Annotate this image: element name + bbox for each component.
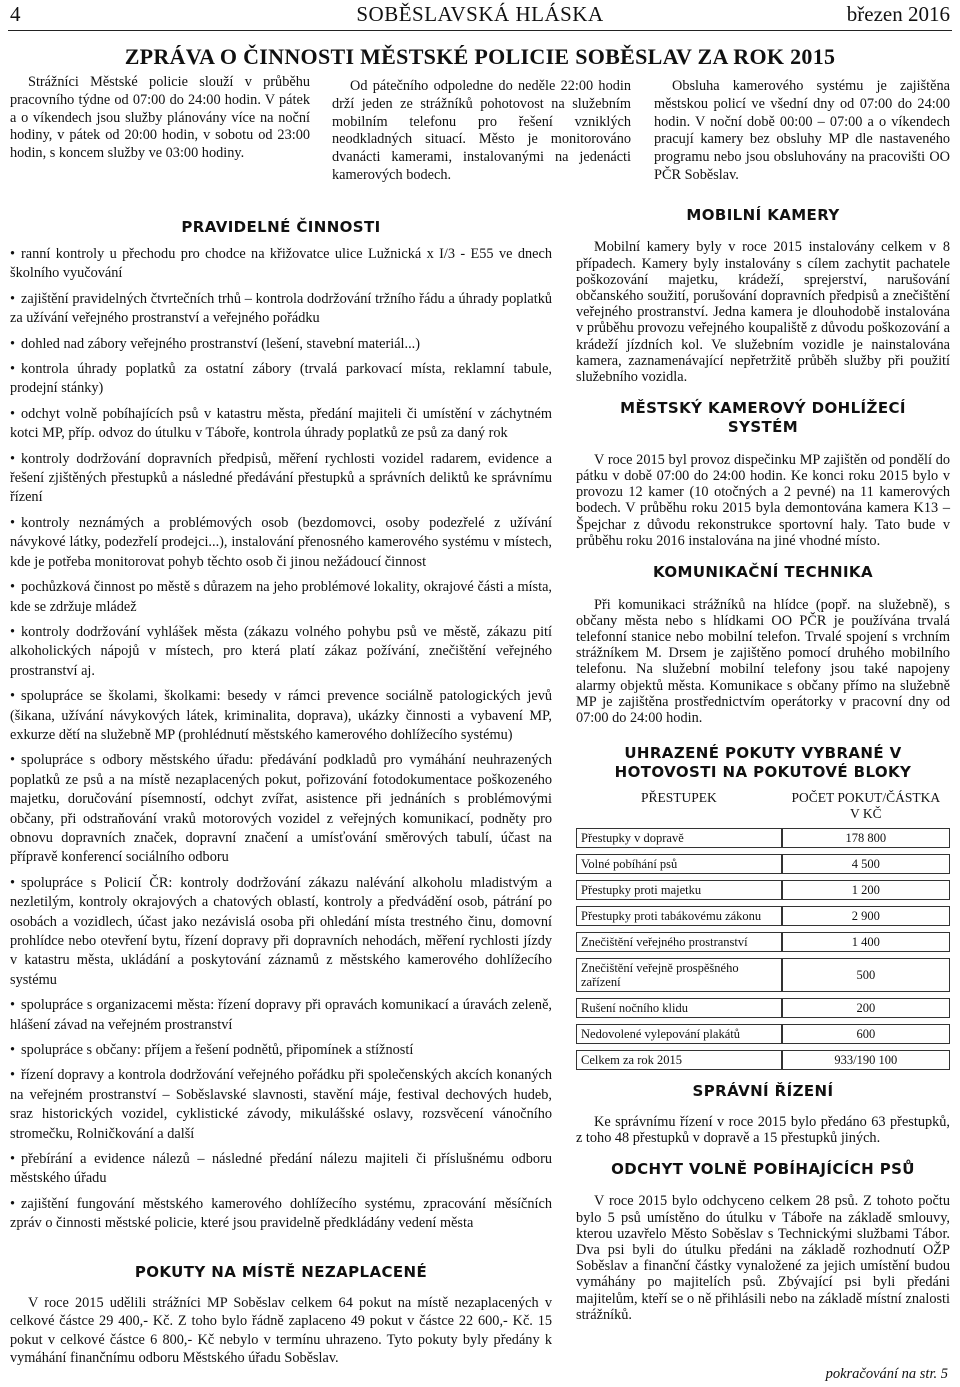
count-cell: 500 — [782, 958, 950, 992]
publication-name: SOBĚSLAVSKÁ HLÁSKA — [356, 2, 604, 26]
count-cell: 933/190 100 — [782, 1050, 950, 1070]
list-item: • kontrola úhrady poplatků za ostatní zábory (trvalá parkovací místa, reklamní tabule, prodejní stánky) — [10, 360, 552, 399]
count-cell: 1 200 — [782, 880, 950, 900]
fines-table-heading: UHRAZENÉ POKUTY VYBRANÉ V HOTOVOSTI NA POKUTOVÉ BLOKY — [614, 744, 912, 782]
table-header-row — [576, 790, 950, 822]
regular-activities-list — [10, 245, 552, 1234]
intro-col-3 — [654, 78, 950, 185]
table-row — [576, 958, 950, 992]
fines-text: V roce 2015 udělili strážníci MP Soběslav celkem 64 pokut na místě nezaplacených v celkové částce 29 400,- Kč. Z toho bylo řádně zaplaceno 49 pokut v částce 22 600,- Kč. 15 pokut v celkové částce 6 800,- Kč nebylo v termínu uhrazeno. Tyto pokuty byly předány k vymáhání finančnímu odboru Městského úřadu Soběslav. — [10, 1295, 552, 1367]
list-item: • spolupráce s odbory městského úřadu: předávání podkladů pro vymáhání neuhrazených poplatků ze psů a na místě nezaplacených pokut, pořizování fotodokumentace poškozeného majetku, doručování písemností, odchyt zvířat, asistence při jednáních s problémovými občany, při odstraňování vraků motorových vozidel z veřejných komunikací, podněty pro obnovu dopravních značek, dopravní značení a umísťování směrových tabulí, účast na přípravě konferencí sociálního odboru — [10, 751, 552, 867]
camera-system-heading: MĚSTSKÝ KAMEROVÝ DOHLÍŽECÍ SYSTÉM — [620, 399, 906, 437]
intro-text-1: Strážníci Městské policie slouží v průběhu pracovního týdne od 07:00 do 24:00 hodin. V pátek a o víkendech jsou služby plánovány více na noční hodiny, v pátek od 20:00 hodin, v sobotu od 23:00 hodin, s koncem služby ve 03:00 hodiny. — [10, 74, 310, 162]
fines-section — [10, 1263, 552, 1368]
fines-heading: POKUTY NA MÍSTĚ NEZAPLACENÉ — [134, 1263, 428, 1281]
dogs-text: V roce 2015 bylo odchyceno celkem 28 psů. Z tohoto počtu bylo 5 psů umístěno do útulku v Táboře na základě smlouvy, kterou uzavřelo Město Soběslav s Technickými službami Tábor. Dva psi byli do útulku předáni na základě rozhodnutí OŽP Soběslav a finanční částky vynaložené za jejich umístění budou vymáhány po majitelích psů. Zbývající psi byli předáni majitelům, kteří se o ně přihlásili nebo na základě místní znalosti strážníků. — [576, 1193, 950, 1323]
list-item: • kontroly neznámých a problémových osob (bezdomovci, osoby podezřelé z užívání návykové látky, podezřelí prodejci...), instalování přenosného kamerového systému v místech, kde je potřeba monitorovat pohyb těchto osob či jinou nežádoucí činnost — [10, 514, 552, 572]
table-row — [576, 828, 950, 848]
admin-text: Ke správnímu řízení v roce 2015 bylo předáno 63 přestupků, z toho 48 přestupků v dopravě a 15 přestupků jiných. — [576, 1114, 950, 1146]
offense-cell: Volné pobíhání psů — [576, 854, 782, 874]
intro-text-3: Obsluha kamerového systému je zajištěna městskou policí ve všední dny od 07:00 do 24:00 hodin. V noční době 00:00 – 07:00 a o víkendech pracují kamery bez obsluhy MP dle nastaveného programu nebo jsou obsluhovány na pracovišti OO PČR Soběslav. — [654, 78, 950, 183]
table-row — [576, 906, 950, 926]
left-column — [10, 218, 552, 1240]
article-title: ZPRÁVA O ČINNOSTI MĚSTSKÉ POLICIE SOBĚSLAV ZA ROK 2015 — [124, 44, 836, 69]
list-item: • zajištění fungování městského kamerového dohlížecího systému, zpracování měsíčních zpráv o činnosti městské policie, které jsou pravidelně předkládány vedení města — [10, 1195, 552, 1234]
list-item: • spolupráce s Policií ČR: kontroly dodržování zákazu nalévání alkoholu mladistvým a nezletilým, kontroly okrajových a chatových oblastí, kontroly a předvádění osob, pátrání po osobách a vozidlech, účast jako nezávislá osoba při ohledání místa trestného činu, domovní prohlídce nebo otevření bytu, řízení dopravy při dopravních nehodách, měření rychlosti jízdy v katastru města, ukládání a poskytování záznamů z městského kamerového dohlížecího systému — [10, 874, 552, 990]
offense-cell: Rušení nočního klidu — [576, 998, 782, 1018]
comm-text: Při komunikaci strážníků na hlídce (popř. na služebně), s občany města nebo s hlídkami OO PČR je používána trvalá telefonní stanice nebo mobilní telefon. Trvalé spojení s vrchním strážníkem M. Drsem je zajištěno pomocí druhého mobilního telefonu. Na služební mobilní telefony jsou také napojeny alarmy objektů města. Komunikace s občany přímo na služebně MP je zajištěna prostřednictvím operátorky v pracovní dny od 07:00 do 24:00 hodin. — [576, 596, 950, 726]
offense-cell: Nedovolené vylepování plakátů — [576, 1024, 782, 1044]
intro-col-2 — [332, 78, 631, 185]
mobile-cameras-heading: MOBILNÍ KAMERY — [686, 206, 840, 224]
table-row — [576, 1024, 950, 1044]
list-item: • odchyt volně pobíhajících psů v katastru města, předání majiteli či umístění v záchytném kotci MP, příp. odvoz do útulku v Táboře, kontrola úhrady poplatků ze psů za daný rok — [10, 405, 552, 444]
offense-cell: Znečištění veřejně prospěšného zařízení — [576, 958, 782, 992]
regular-activities-heading: PRAVIDELNÉ ČINNOSTI — [181, 218, 381, 236]
camera-system-text: V roce 2015 byl provoz dispečinku MP zajištěn od pondělí do pátku v době 07:00 do 24:00 hodin. Ke konci roku 2015 bylo v provozu 12 kamer (10 otočných a 2 pevné) na 11 kamerových bodech. V průběhu roku 2015 byla demontována kamera K13 – Špejchar z důvodu rekonstrukce sportovní haly. Tato bude v průběhu roku 2016 instalována na jiné vhodné místo. — [576, 451, 950, 549]
count-cell: 200 — [782, 998, 950, 1018]
list-item: • kontroly dodržování dopravních předpisů, měření rychlosti vozidel radarem, evidence a řešení zjištěných přestupků a následné předávání přestupků a správních deliktů ke správnímu řízení — [10, 450, 552, 508]
count-cell: 178 800 — [782, 828, 950, 848]
table-row — [576, 854, 950, 874]
list-item: • spolupráce se školami, školkami: besedy v rámci prevence sociálně patologických jevů (šikana, užívání návykových látek, kriminalita, doprava), ukázky činnosti a vybavení MP, exkurze dětí na služebně MP (prohlédnutí městského kamerového dohlížecího systému) — [10, 687, 552, 745]
comm-heading: KOMUNIKAČNÍ TECHNIKA — [653, 563, 873, 582]
table-row — [576, 880, 950, 900]
offense-cell: Přestupky v dopravě — [576, 828, 782, 848]
offense-cell: Přestupky proti majetku — [576, 880, 782, 900]
count-cell: 600 — [782, 1024, 950, 1044]
list-item: • dohled nad zábory veřejného prostranství (lešení, stavební materiál...) — [10, 335, 552, 354]
page-number: 4 — [10, 2, 21, 26]
intro-col-1 — [10, 74, 310, 163]
col-offense-header: PŘESTUPEK — [640, 790, 717, 806]
table-row — [576, 998, 950, 1018]
col-count-header: POČET POKUT/ČÁSTKA V KČ — [791, 790, 941, 822]
intro-text-2: Od pátečního odpoledne do neděle 22:00 hodin drží jeden ze strážníků pohotovost na služebním mobilním telefonu pro řešení vzniklých neodkladných situací. Město je monitorováno dvanácti kamerami, instalovanými na jedenácti kamerových bodech. — [332, 78, 631, 183]
dogs-heading: ODCHYT VOLNĚ POBÍHAJÍCÍCH PSŮ — [611, 1160, 915, 1179]
right-column — [576, 206, 950, 1337]
list-item: • spolupráce s občany: příjem a řešení podnětů, připomínek a stížností — [10, 1041, 552, 1060]
offense-cell: Celkem za rok 2015 — [576, 1050, 782, 1070]
list-item: • řízení dopravy a kontrola dodržování veřejného pořádku při společenských akcích konaných na veřejném prostranství – Soběslavské slavnosti, stavění máje, festival dechových hudeb, sraz historických vozidel, cyklistické závody, mikulášské oslavy, rozsvěcení vánočního stromečku, Rolničkování a další — [10, 1066, 552, 1144]
list-item: • kontroly dodržování vyhlášek města (zákazu volného pohybu psů ve městě, zákazu pití alkoholických nápojů v místech, pro která platí zákaz požívání, znečištění veřejného prostranství aj. — [10, 623, 552, 681]
issue-date: březen 2016 — [846, 2, 950, 26]
list-item: • ranní kontroly u přechodu pro chodce na křižovatce ulice Lužnická x I/3 - E55 ve dnech školního vyučování — [10, 245, 552, 284]
table-row — [576, 932, 950, 952]
count-cell: 4 500 — [782, 854, 950, 874]
count-cell: 1 400 — [782, 932, 950, 952]
offense-cell: Přestupky proti tabákovému zákonu — [576, 906, 782, 926]
list-item: • spolupráce s organizacemi města: řízení dopravy při opravách komunikací a úravách zeleně, hlášení závad na veřejném prostranství — [10, 996, 552, 1035]
offense-cell: Znečištění veřejného prostranství — [576, 932, 782, 952]
fines-table — [576, 784, 950, 1076]
list-item: • pochůzková činnost po městě s důrazem na jeho problémové lokality, okrajové části a místa, kde se zdržuje mládež — [10, 578, 552, 617]
mobile-cameras-text: Mobilní kamery byly v roce 2015 instalovány celkem v 8 případech. Kamery byly instalovány s cílem zachytit pachatele poškozování majetku, krádeží, sprejerství, narušování občanského soužití, porušování dopravních předpisů a znečištění veřejného prostranství. Jedna kamera je dlouhodobě instalována v průběhu provozu veřejného koupaliště z důvodu poškozování a krádeží jízdních kol. Ve služebním vozidle je nainstalována kamera, zaznamenávající nepřetržitě průběh služby při použití služebního vozidla. — [576, 239, 950, 385]
list-item: • přebírání a evidence nálezů – následné předání nálezu majiteli či příslušnému odboru městského úřadu — [10, 1150, 552, 1189]
continued-note: pokračování na str. 5 — [825, 1366, 948, 1382]
admin-heading: SPRÁVNÍ ŘÍZENÍ — [692, 1082, 834, 1101]
list-item: • zajištění pravidelných čtvrtečních trhů – kontrola dodržování tržního řádu a úhrady poplatků za užívání veřejného prostranství a veřejného pořádku — [10, 290, 552, 329]
table-row — [576, 1050, 950, 1070]
count-cell: 2 900 — [782, 906, 950, 926]
header-rule — [8, 30, 952, 31]
